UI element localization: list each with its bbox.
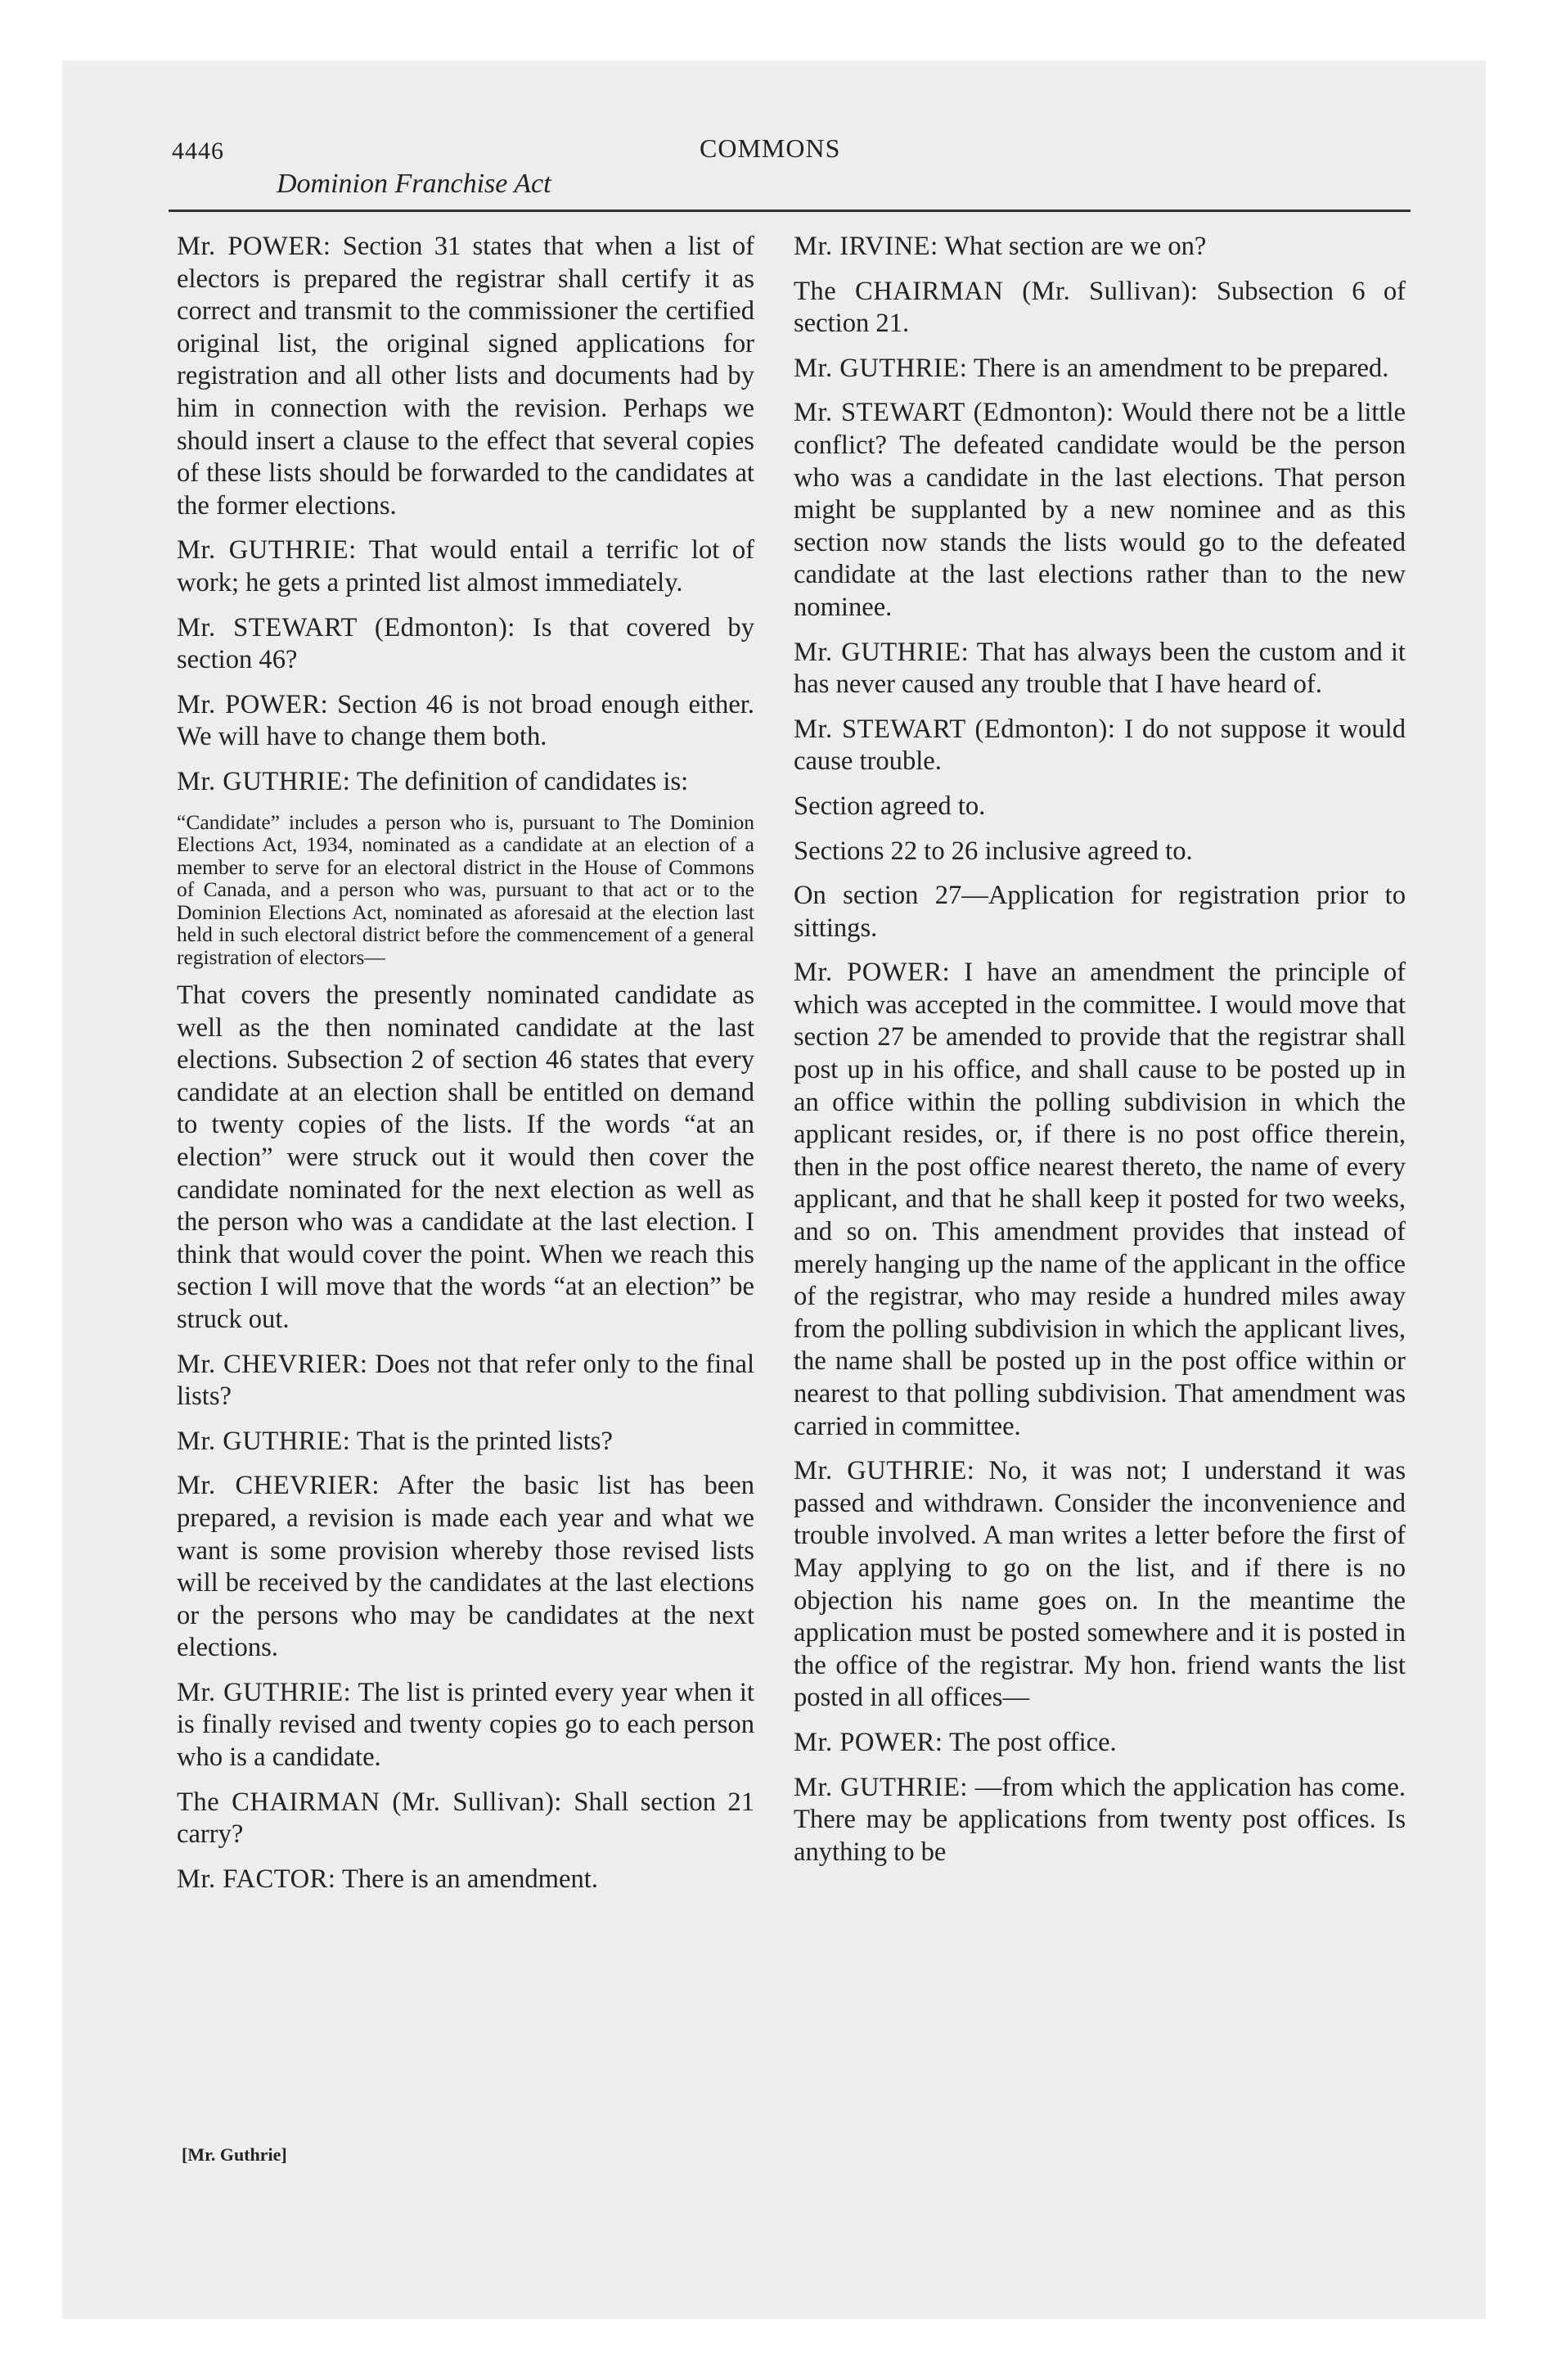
speaker-name: Mr. GUTHRIE: <box>177 766 351 796</box>
paragraph <box>794 714 1406 778</box>
paragraph <box>177 1426 754 1458</box>
header-rule <box>169 210 1411 212</box>
paragraph <box>794 1727 1406 1760</box>
paragraph-text: No, it was not; I understand it was passed and withdrawn. Consider the inconvenience and trouble involved. A man writes a letter before the first of May applying to go on the list, and if there is no objection his name goes on. In the meantime the application must be posted somewhere and it is posted in the office of the registrar. My hon. friend wants the list posted in all offices— <box>794 1456 1406 1713</box>
speaker-name: Mr. CHEVRIER: <box>177 1471 380 1501</box>
paragraph-text: Section 46 is not broad enough either. We will have to change them both. <box>177 689 754 752</box>
paragraph-text: Is that covered by section 46? <box>177 612 754 675</box>
section-heading: COMMONS <box>700 133 841 163</box>
speaker-name: Mr. STEWART (Edmonton): <box>177 612 515 642</box>
speaker-name: Mr. CHEVRIER: <box>177 1349 368 1379</box>
paragraph <box>177 1864 754 1896</box>
page-number: 4446 <box>172 137 224 165</box>
paragraph-text: Subsection 6 of section 21. <box>794 276 1406 339</box>
paragraph-text: I have an amendment the principle of which was accepted in the committee. I would move that section 27 be amended to provide that the registrar shall post up in his office, and shall cause to be posted up in an office within the polling subdivision in which the applicant resides, or, if there is no post office therein, then in the post office nearest thereto, the name of every applicant, and that he shall keep it posted for two weeks, and so on. This amendment provides that instead of merely hanging up the name of the applicant in the office of the registrar, who may reside a hundred miles away from the polling subdivision in which the applicant lives, the name shall be posted up in the post office within or nearest to that polling subdivision. That amendment was carried in committee. <box>794 958 1406 1441</box>
paragraph-text: Shall section 21 carry? <box>177 1787 754 1850</box>
speaker-name: Mr. POWER: <box>177 232 331 261</box>
paragraph <box>177 1787 754 1851</box>
paragraph-text: Sections 22 to 26 inclusive agreed to. <box>794 836 1193 866</box>
speaker-name: The CHAIRMAN (Mr. Sullivan): <box>177 1787 562 1817</box>
paragraph <box>794 276 1406 340</box>
speaker-name: Mr. POWER: <box>794 1727 943 1757</box>
paragraph <box>794 353 1406 385</box>
right-column <box>794 231 1406 1881</box>
paragraph-text: The definition of candidates is: <box>350 766 689 796</box>
paragraph-text: The list is printed every year when it is finally revised and twenty copies go to each person who is a candidate. <box>177 1677 754 1773</box>
paragraph <box>794 637 1406 701</box>
running-title: Dominion Franchise Act <box>277 169 551 199</box>
paragraph-text: There is an amendment. <box>335 1864 598 1894</box>
paragraph <box>794 1455 1406 1715</box>
speaker-name: Mr. IRVINE: <box>794 232 938 261</box>
paragraph-text: That covers the presently nominated candidate as well as the then nominated candidate at the last elections. Subsection 2 of section 46 states that every candidate at an election shall be entitled on demand to twenty copies of the lists. If the words “at an election” were struck out it would then cover the candidate nominated for the next election as well as the person who was a candidate at the last election. I think that would cover the point. When we reach this section I will move that the words “at an election” be struck out. <box>177 980 754 1334</box>
paragraph <box>177 1470 754 1665</box>
paragraph <box>177 1677 754 1774</box>
speaker-name: Mr. GUTHRIE: <box>794 637 970 667</box>
paragraph <box>177 612 754 677</box>
speaker-name: Mr. POWER: <box>794 958 951 988</box>
paragraph-text: After the basic list has been prepared, a revision is made each year and what we want is some provision whereby those revised lists will be received by the candidates at the last elections or the persons who may be candidates at the next elections. <box>177 1471 754 1663</box>
paragraph-text: There is an amendment to be prepared. <box>967 353 1389 383</box>
speaker-name: Mr. GUTHRIE: <box>177 535 357 566</box>
speaker-name: Mr. GUTHRIE: <box>794 1456 975 1486</box>
footer-speaker-note: [Mr. Guthrie] <box>182 2144 287 2165</box>
speaker-name: Mr. STEWART (Edmonton): <box>794 398 1114 428</box>
paragraph <box>794 957 1406 1443</box>
paragraph-text: Section 31 states that when a list of electors is prepared the registrar shall certify it as correct and transmit to the commissioner the certified original list, the original signed applications for registration and all other lists and documents had by him in connection with the revision. Perhaps we should insert a clause to the effect that several copies of these lists should be forwarded to the candidates at the former elections. <box>177 232 754 521</box>
paragraph <box>177 689 754 754</box>
speaker-name: The CHAIRMAN (Mr. Sullivan): <box>794 276 1199 306</box>
procedural-note <box>794 791 1406 823</box>
speaker-name: Mr. GUTHRIE: <box>794 353 968 383</box>
procedural-note <box>794 836 1406 868</box>
paragraph <box>177 534 754 599</box>
paragraph <box>794 231 1406 264</box>
quote-text: “Candidate” includes a person who is, pursuant to The Dominion Elections Act, 1934, nominated as a candidate at an election of a member to serve for an electoral district in the House of Commons of Canada, and a person who was, pursuant to that act or to the Dominion Elections Act, nominated as aforesaid at the election last held in such electoral district before the commencement of a general registration of electors— <box>177 809 754 969</box>
speaker-name: Mr. GUTHRIE: <box>177 1677 352 1707</box>
paragraph-text: The post office. <box>943 1727 1117 1757</box>
paragraph-text: What section are we on? <box>938 232 1207 261</box>
paragraph-text: Section agreed to. <box>794 791 986 821</box>
paragraph-text: —from which the application has come. There may be applications from twenty post offices. Is anything to be <box>794 1772 1406 1867</box>
quoted-definition <box>177 811 754 969</box>
paragraph <box>177 766 754 799</box>
paragraph-text: That is the printed lists? <box>350 1426 613 1456</box>
paragraph-text: I do not suppose it would cause trouble. <box>794 714 1406 777</box>
speaker-name: Mr. GUTHRIE: <box>794 1772 968 1802</box>
paragraph-text: On section 27—Application for registration prior to sittings. <box>794 881 1406 943</box>
left-column <box>177 231 754 1908</box>
paragraph-text: Would there not be a little conflict? The defeated candidate would be the person who was a candidate in the last elections. That person might be supplanted by a new nominee and as this section now stands the lists would go to the defeated candidate at the last elections rather than to the new nominee. <box>794 398 1406 622</box>
paragraph <box>177 1349 754 1413</box>
paragraph <box>794 397 1406 624</box>
paragraph <box>177 231 754 522</box>
speaker-name: Mr. FACTOR: <box>177 1864 336 1894</box>
paragraph-text: Does not that refer only to the final lists? <box>177 1349 754 1412</box>
speaker-name: Mr. GUTHRIE: <box>177 1426 351 1456</box>
paragraph <box>794 1772 1406 1869</box>
procedural-note <box>794 880 1406 944</box>
paragraph-text: That has always been the custom and it has never caused any trouble that I have heard of. <box>794 637 1406 700</box>
paragraph <box>177 980 754 1336</box>
paragraph-text: That would entail a terrific lot of work; he gets a printed list almost immediately. <box>177 535 754 597</box>
speaker-name: Mr. STEWART (Edmonton): <box>794 714 1116 744</box>
speaker-name: Mr. POWER: <box>177 689 329 719</box>
